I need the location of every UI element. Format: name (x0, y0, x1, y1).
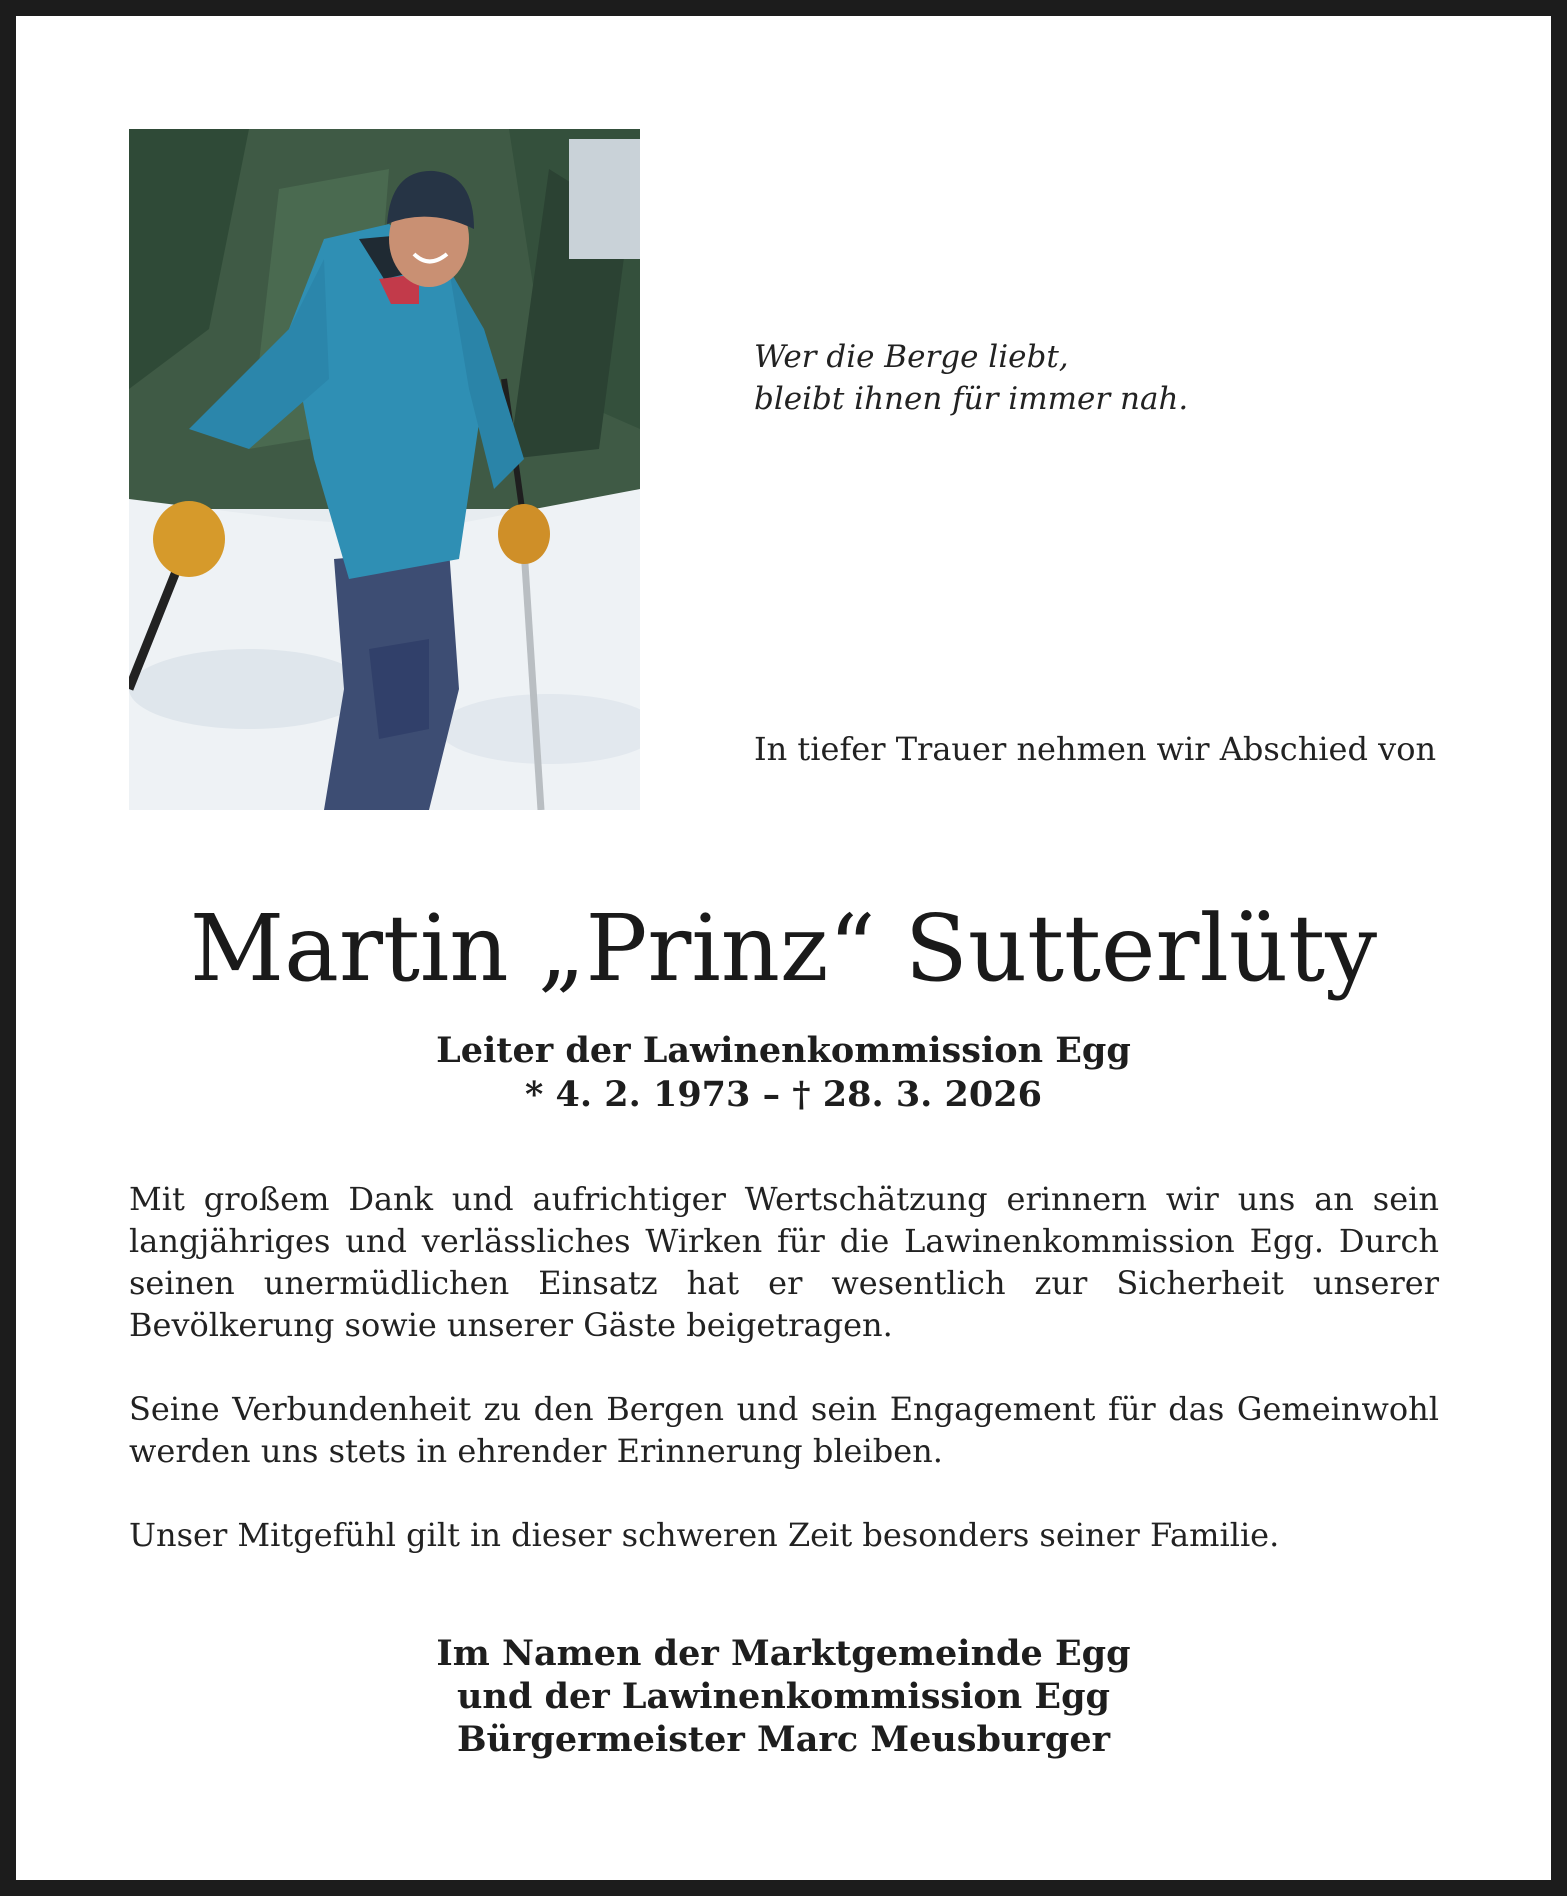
farewell-intro: In tiefer Trauer nehmen wir Abschied von (754, 730, 1437, 768)
signature-line: Im Namen der Marktgemeinde Egg (436, 1633, 1131, 1674)
quote-line: Wer die Berge liebt, (754, 339, 1069, 375)
tribute-paragraph: Mit großem Dank und aufrichtiger Wertschätzung erinnern wir uns an sein langjähriges und verlässliches Wirken für die Lawinenkommission Egg. Durch seinen unermüdlichen Einsatz hat er wesentlich zur Sicherheit unserer Bevölkerung sowie unserer Gäste beigetragen. (129, 1180, 1439, 1344)
tribute-text (129, 1178, 1439, 1598)
signature-block (16, 1632, 1551, 1761)
portrait-photo (129, 129, 640, 810)
deceased-role: Leiter der Lawinenkommission Egg (436, 1030, 1131, 1071)
memorial-quote (754, 336, 1188, 420)
obituary-notice (16, 16, 1551, 1880)
life-dates: * 4. 2. 1973 – † 28. 3. 2026 (525, 1074, 1042, 1115)
signature-line: und der Lawinenkommission Egg (456, 1676, 1111, 1717)
tribute-paragraph: Seine Verbundenheit zu den Bergen und sein Engagement für das Gemeinwohl werden uns stets in ehrender Erinnerung bleiben. (129, 1390, 1439, 1470)
signature-line: Bürgermeister Marc Meusburger (456, 1719, 1111, 1760)
tribute-paragraph: Unser Mitgefühl gilt in dieser schweren Zeit besonders seiner Familie. (129, 1516, 1280, 1554)
deceased-name: Martin „Prinz“ Sutterlüty (189, 895, 1378, 1002)
quote-line: bleibt ihnen für immer nah. (754, 381, 1189, 417)
